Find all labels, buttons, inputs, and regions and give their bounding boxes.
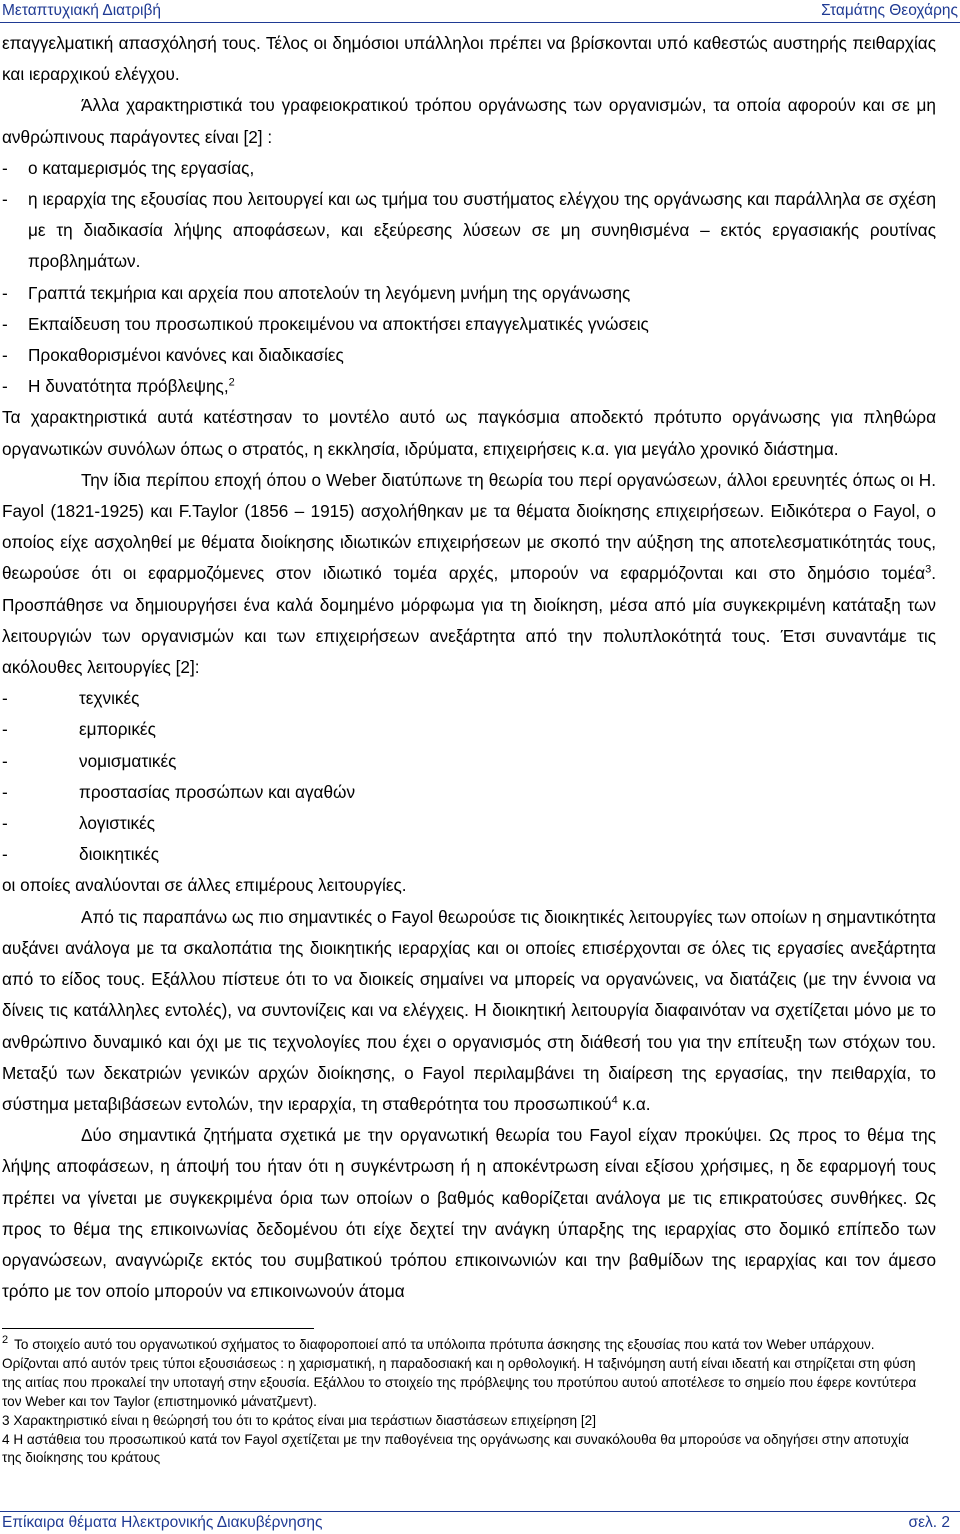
list-item xyxy=(2,746,936,777)
list-dash: - xyxy=(2,688,8,709)
header-left-title: Μεταπτυχιακή Διατριβή xyxy=(2,2,162,19)
list-item xyxy=(2,371,936,402)
paragraph-6-part-a: Από τις παραπάνω ως πιο σημαντικές ο Fayol θεωρούσε τις διοικητικές λειτουργίες των οποίων η σημαντικότητα αυξάνει ανάλογα με τα σκαλοπάτια της διοικητικής ιεραρχίας και οι οποίες επισέρχονται σε όλες τις εργασίες ανεξάρτητα από το είδος τους. Εξάλλου πίστευε ότι το να διοικείς σημαίνει να μπορείς να οργανώνεις, να διατάζεις (με την έννοια να δίνεις τις κατάλληλες εντολές), να συντονίζεις και να ελέγχεις. Η διοικητική λειτουργία διαφαινόταν να σχετίζεται μόνο με το ανθρώπινο δυναμικό και όχι με τις τεχνολογίες που έχει ο οργανισμός στη διάθεσή του για την επίτευξη των στόχων του. Μεταξύ των δεκατριών γενικών αρχών διοίκησης, ο Fayol περιλαμβάνει τη διαίρεση της εργασίας, την πειθαρχία, το σύστημα μεταβιβάσεων εντολών, την ιεραρχία, τη σταθερότητα του προσωπικού xyxy=(2,906,936,1114)
list-dash: - xyxy=(2,313,8,334)
list-dash: - xyxy=(2,282,8,303)
header-right-author: Σταμάτης Θεοχάρης xyxy=(821,2,958,19)
paragraph-6-part-b: κ.α. xyxy=(617,1093,651,1114)
list-item-text: η ιεραρχία της εξουσίας που λειτουργεί και ως τμήμα του συστήματος ελέγχου της οργάνωσης και παράλληλα σε σχέση με τη διαδικασία λήψης αποφάσεων, και εξεύρεσης λύσεων σε μη συνηθισμένα – εκτός εργασιακής ρουτίνας προβλημάτων. xyxy=(28,189,936,272)
list-bureaucracy-features xyxy=(2,153,936,403)
list-item-text: Προκαθορισμένοι κανόνες και διαδικασίες xyxy=(28,345,344,366)
paragraph-4-part-b: . Προσπάθησε να δημιουργήσει ένα καλά δομημένο μόρφωμα για τη διοίκηση, μέσα από μία συγκεκριμένη κατάταξη των λειτουργιών των οργανισμών και των επιχειρήσεων ανεξάρτητα από την πολυπλοκότητά τους. Έτσι συναντάμε τις ακόλουθες λειτουργίες [2]: xyxy=(2,563,936,678)
list-item-text: προστασίας προσώπων και αγαθών xyxy=(79,781,356,802)
list-item xyxy=(2,184,936,278)
list-item xyxy=(2,153,936,184)
footer-left-title: Επίκαιρα θέματα Ηλεκτρονικής Διακυβέρνησης xyxy=(2,1514,323,1531)
list-item xyxy=(2,309,936,340)
list-item-text: λογιστικές xyxy=(79,813,156,834)
list-item-text xyxy=(28,371,936,402)
list-dash: - xyxy=(2,345,8,366)
list-item xyxy=(2,683,936,714)
list-item xyxy=(2,278,936,309)
list-fayol-functions xyxy=(2,683,936,870)
body-text xyxy=(0,28,936,1307)
list-item xyxy=(2,839,936,870)
list-item-text: Εκπαίδευση του προσωπικού προκειμένου να αποκτήσει επαγγελματικές γνώσεις xyxy=(28,313,649,334)
list-item xyxy=(2,340,936,371)
footnote-2-number: 2 xyxy=(2,1334,9,1347)
footnote-ref-4: 4 xyxy=(611,1094,618,1107)
paragraph-1: επαγγελματική απασχόλησή τους. Τέλος οι δημόσιοι υπάλληλοι πρέπει να βρίσκονται υπό καθεστώς αυστηρής πειθαρχίας και ιεραρχικού ελέγχου. xyxy=(2,33,936,85)
list-item xyxy=(2,777,936,808)
page-footer xyxy=(0,1511,960,1534)
list-item xyxy=(2,714,936,745)
paragraph-6 xyxy=(2,902,936,1120)
list-dash: - xyxy=(2,157,8,178)
paragraph-5: οι οποίες αναλύονται σε άλλες επιμέρους λειτουργίες. xyxy=(2,875,407,896)
list-item-text: ο καταμερισμός της εργασίας, xyxy=(28,157,255,178)
list-dash: - xyxy=(2,376,8,397)
list-dash: - xyxy=(2,189,8,210)
footnote-2-text: Το στοιχείο αυτό του οργανωτικού σχήματος το διαφοροποιεί από τα υπόλοιπα πρότυπα άσκησης της εξουσίας που κατά τον Weber υπάρχουν. Ορίζονται από αυτόν τρεις τύποι εξουσιάσεως : η χαρισματική, η παραδοσιακή και η ορθολογική. Η ταξινόμηση αυτή είναι ιδεατή και στηρίζεται στη φύση της αιτίας που προκαλεί την υποταγή στην εξουσία. Εξάλλου το στοιχείο της πρόβλεψης του προτύπου αυτού αποτέλεσε το σημείο που έφερε κοντύτερα τον Weber και τον Taylor (επιστημονικό μάνατζμεντ). xyxy=(2,1337,917,1409)
paragraph-4-part-a: Την ίδια περίπου εποχή όπου ο Weber διατύπωνε τη θεωρία του περί οργανώσεων, άλλοι ερευνητές όπως οι H. Fayol (1821-1925) και F.Taylor (1856 – 1915) ασχολήθηκαν με τα θέματα διοίκησης επιχειρήσεων. Ειδικότερα ο Fayol, ο οποίος είχε ασχοληθεί με θέματα διοίκησης ιδιωτικών επιχειρήσεων με σκοπό την αύξηση της αποτελεσματικότητάς τους, θεωρούσε ότι οι εφαρμοζόμενες στον ιδιωτικό τομέα αρχές, μπορούν να εφαρμόζονται και στο δημόσιο τομέα xyxy=(2,469,936,584)
footnote-4: 4 Η αστάθεια του προσωπικού κατά τον Fayol σχετίζεται με την παθογένεια της οργάνωσης και συνακόλουθα θα μπορούσε να οδηγήσει στην αποτυχία της διοίκησης του κράτους xyxy=(2,1431,909,1466)
list-item xyxy=(2,808,936,839)
footnote-ref-2: 2 xyxy=(228,376,235,389)
paragraph-7: Δύο σημαντικά ζητήματα σχετικά με την οργανωτική θεωρία του Fayol είχαν προκύψει. Ως προς το θέμα της λήψης αποφάσεων, η άποψή του ήταν ότι η συγκέντρωση ή η αποκέντρωση είναι εξίσου χρήσιμες, η δε εφαρμογή τους πρέπει να γίνεται με συγκεκριμένα όρια των οποίων ο βαθμός καθορίζεται ανάλογα με τις επικρατούσες συνθήκες. Ως προς το θέμα της επικοινωνίας δεδομένου ότι είχε δεχτεί την ανάγκη ύπαρξης της ιεραρχίας στο δομικό επίπεδο των οργανώσεων, αναγνώριζε εκτός του συμβατικού τρόπου επικοινωνιών και την βαθμίδων της ιεραρχίας και τον άμεσο τρόπο με τον οποίο μπορούν να επικοινωνούν άτομα xyxy=(2,1125,936,1302)
paragraph-4 xyxy=(2,465,936,683)
page-header xyxy=(0,0,960,23)
list-item-text-main: Η δυνατότητα πρόβλεψης, xyxy=(28,376,229,397)
footnote-separator xyxy=(2,1328,314,1329)
list-dash: - xyxy=(2,750,8,771)
footnotes xyxy=(0,1336,932,1468)
list-dash: - xyxy=(2,844,8,865)
paragraph-3: Τα χαρακτηριστικά αυτά κατέστησαν το μοντέλο αυτό ως παγκόσμια αποδεκτό πρότυπο οργάνωσης για πληθώρα οργανωτικών συνόλων όπως ο στρατός, η εκκλησία, ιδρύματα, επιχειρήσεις κ.α. για μεγάλο χρονικό διάστημα. xyxy=(2,407,936,459)
list-item-text: εμπορικές xyxy=(79,719,156,740)
footnote-3: 3 Χαρακτηριστικό είναι η θεώρησή του ότι το κράτος είναι μια τεράστιων διαστάσεων επιχείρηση [2] xyxy=(2,1412,596,1428)
paragraph-2: Άλλα χαρακτηριστικά του γραφειοκρατικού τρόπου οργάνωσης των οργανισμών, τα οποία αφορούν και σε μη ανθρώπινους παράγοντες είναι [2] : xyxy=(2,95,936,147)
list-dash: - xyxy=(2,813,8,834)
footnote-2 xyxy=(2,1336,932,1412)
footnote-ref-3: 3 xyxy=(925,563,932,576)
list-item-text: νομισματικές xyxy=(79,750,177,771)
page-number: σελ. 2 xyxy=(908,1514,950,1531)
list-dash: - xyxy=(2,781,8,802)
list-item-text: Γραπτά τεκμήρια και αρχεία που αποτελούν τη λεγόμενη μνήμη της οργάνωσης xyxy=(28,282,631,303)
list-item-text: διοικητικές xyxy=(79,844,160,865)
list-item-text: τεχνικές xyxy=(79,688,140,709)
list-dash: - xyxy=(2,719,8,740)
